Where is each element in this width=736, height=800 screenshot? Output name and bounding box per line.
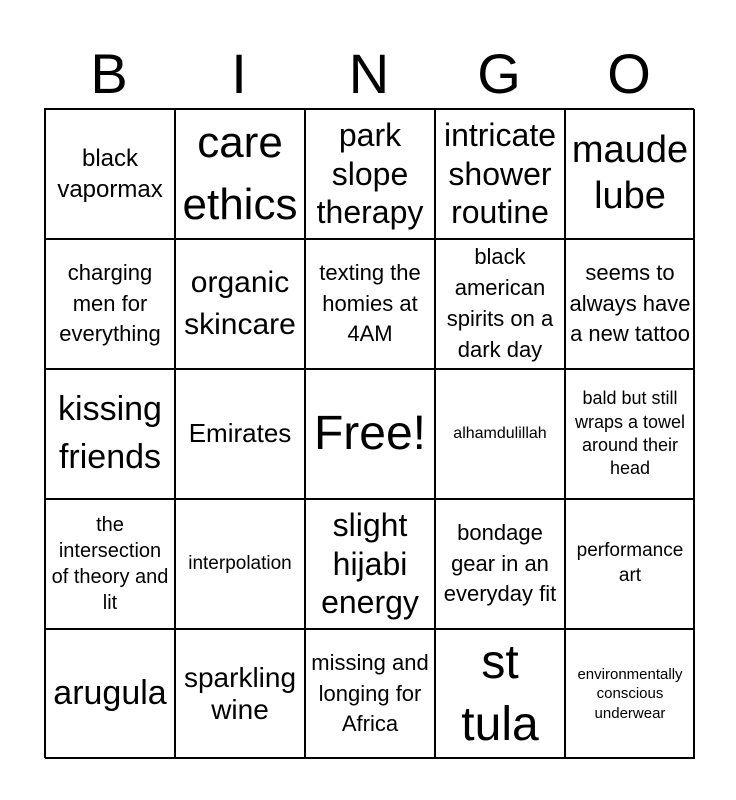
cell-text: kissing friends	[58, 390, 162, 476]
cell-text: environmentally conscious underwear	[577, 665, 683, 722]
bingo-cell[interactable]	[175, 629, 305, 759]
cell-text: care ethics	[182, 118, 298, 229]
cell-text: Emirates	[188, 418, 292, 449]
bingo-cell[interactable]	[565, 629, 695, 759]
cell-text: arugula	[53, 674, 167, 713]
bingo-cell[interactable]	[175, 499, 305, 629]
cell-text: sparkling wine	[183, 661, 297, 725]
bingo-cell[interactable]	[305, 239, 435, 369]
cell-text: maude lube	[571, 129, 689, 217]
bingo-cell[interactable]	[45, 369, 175, 499]
cell-text: performance art	[576, 540, 684, 586]
cell-text: interpolation	[188, 552, 292, 574]
bingo-cell[interactable]	[45, 629, 175, 759]
bingo-cell[interactable]	[435, 109, 565, 239]
cell-text: black american spirits on a dark day	[446, 244, 554, 362]
cell-text: bald but still wraps a towel around their head	[574, 388, 686, 479]
bingo-cell[interactable]	[565, 239, 695, 369]
bingo-cell[interactable]	[45, 109, 175, 239]
bingo-cell[interactable]	[45, 239, 175, 369]
cell-text: missing and longing for Africa	[311, 649, 429, 737]
bingo-cell[interactable]	[175, 109, 305, 239]
bingo-cell[interactable]	[305, 499, 435, 629]
header-letter-b: B	[90, 42, 128, 105]
cell-text: alhamdulillah	[453, 424, 547, 442]
cell-text: bondage gear in an everyday fit	[443, 519, 557, 607]
free-space-text: Free!	[313, 406, 427, 460]
bingo-cell[interactable]	[435, 239, 565, 369]
bingo-cell[interactable]	[565, 499, 695, 629]
free-space-cell[interactable]	[305, 369, 435, 499]
bingo-cell[interactable]	[305, 629, 435, 759]
bingo-cell[interactable]	[565, 109, 695, 239]
bingo-card-grid	[44, 108, 694, 758]
header-letter-n: N	[348, 42, 390, 105]
cell-text: black vapormax	[57, 144, 163, 203]
bingo-header	[44, 40, 694, 108]
cell-text: charging men for everything	[59, 259, 161, 347]
bingo-cell[interactable]	[435, 369, 565, 499]
cell-text: texting the homies at 4AM	[319, 259, 421, 347]
cell-text: intricate shower routine	[443, 117, 557, 231]
bingo-cell[interactable]	[175, 239, 305, 369]
cell-text: st tula	[461, 635, 539, 751]
cell-text: organic skincare	[184, 266, 296, 341]
bingo-cell[interactable]	[435, 499, 565, 629]
header-letter-i: I	[231, 42, 247, 105]
bingo-cell[interactable]	[45, 499, 175, 629]
cell-text: slight hijabi energy	[321, 507, 419, 621]
bingo-cell[interactable]	[435, 629, 565, 759]
bingo-cell[interactable]	[565, 369, 695, 499]
bingo-cell[interactable]	[305, 109, 435, 239]
header-letter-o: O	[607, 42, 651, 105]
cell-text: the intersection of theory and lit	[51, 514, 169, 614]
cell-text: seems to always have a new tattoo	[569, 259, 691, 347]
cell-text: park slope therapy	[316, 117, 424, 231]
header-letter-g: G	[477, 42, 521, 105]
bingo-cell[interactable]	[175, 369, 305, 499]
